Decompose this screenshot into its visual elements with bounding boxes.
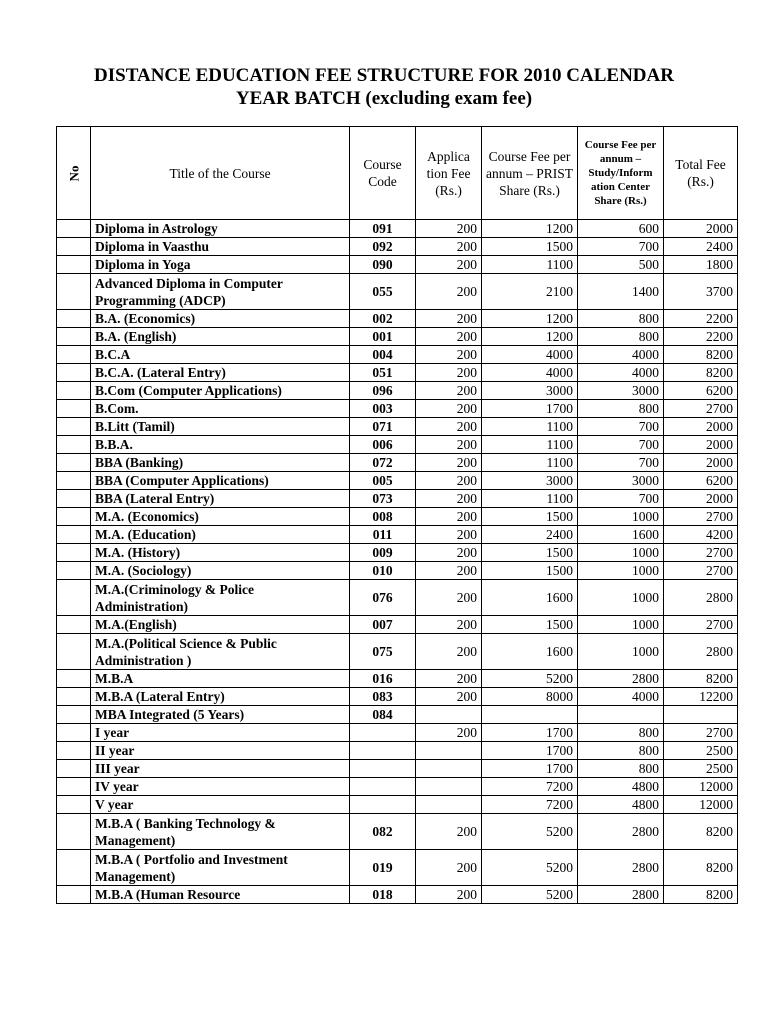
course-code-cell: 051 bbox=[350, 364, 416, 382]
course-code-cell: 075 bbox=[350, 634, 416, 670]
table-row bbox=[57, 472, 738, 490]
total-fee-cell: 2200 bbox=[664, 328, 738, 346]
prist-share-cell: 2400 bbox=[482, 526, 578, 544]
center-share-cell: 800 bbox=[578, 724, 664, 742]
row-no-cell bbox=[57, 688, 91, 706]
application-fee-cell: 200 bbox=[416, 364, 482, 382]
table-body bbox=[57, 220, 738, 904]
prist-share-cell: 1500 bbox=[482, 508, 578, 526]
row-no-cell bbox=[57, 544, 91, 562]
prist-share-cell: 5200 bbox=[482, 886, 578, 904]
course-code-cell: 002 bbox=[350, 310, 416, 328]
course-title-cell: Advanced Diploma in Computer Programming (ADCP) bbox=[91, 274, 350, 310]
course-title-cell: M.A. (Education) bbox=[91, 526, 350, 544]
course-title-cell: B.A. (English) bbox=[91, 328, 350, 346]
center-share-cell bbox=[578, 706, 664, 724]
center-share-cell: 700 bbox=[578, 418, 664, 436]
row-no-cell bbox=[57, 472, 91, 490]
table-row bbox=[57, 364, 738, 382]
table-row bbox=[57, 796, 738, 814]
total-fee-cell: 2500 bbox=[664, 760, 738, 778]
total-fee-cell: 8200 bbox=[664, 814, 738, 850]
table-row bbox=[57, 508, 738, 526]
total-fee-cell: 2700 bbox=[664, 544, 738, 562]
course-title-cell: III year bbox=[91, 760, 350, 778]
total-fee-cell: 1800 bbox=[664, 256, 738, 274]
row-no-cell bbox=[57, 346, 91, 364]
course-title-cell: M.A.(English) bbox=[91, 616, 350, 634]
course-code-cell: 071 bbox=[350, 418, 416, 436]
header-prist-share: Course Fee per annum – PRIST Share (Rs.) bbox=[482, 127, 578, 220]
prist-share-cell: 3000 bbox=[482, 472, 578, 490]
row-no-cell bbox=[57, 418, 91, 436]
table-row bbox=[57, 418, 738, 436]
total-fee-cell: 2700 bbox=[664, 562, 738, 580]
total-fee-cell: 2200 bbox=[664, 310, 738, 328]
application-fee-cell: 200 bbox=[416, 490, 482, 508]
prist-share-cell: 1200 bbox=[482, 310, 578, 328]
course-title-cell: IV year bbox=[91, 778, 350, 796]
table-row bbox=[57, 400, 738, 418]
total-fee-cell: 2000 bbox=[664, 220, 738, 238]
course-code-cell: 096 bbox=[350, 382, 416, 400]
table-row bbox=[57, 436, 738, 454]
total-fee-cell: 2700 bbox=[664, 724, 738, 742]
header-application-fee: Applica tion Fee (Rs.) bbox=[416, 127, 482, 220]
application-fee-cell: 200 bbox=[416, 220, 482, 238]
table-row bbox=[57, 382, 738, 400]
application-fee-cell: 200 bbox=[416, 562, 482, 580]
header-no: No bbox=[57, 127, 91, 220]
application-fee-cell bbox=[416, 796, 482, 814]
center-share-cell: 1600 bbox=[578, 526, 664, 544]
application-fee-cell: 200 bbox=[416, 418, 482, 436]
total-fee-cell: 2000 bbox=[664, 418, 738, 436]
course-title-cell: Diploma in Yoga bbox=[91, 256, 350, 274]
row-no-cell bbox=[57, 634, 91, 670]
course-title-cell: B.C.A. (Lateral Entry) bbox=[91, 364, 350, 382]
course-title-cell: B.Com. bbox=[91, 400, 350, 418]
row-no-cell bbox=[57, 742, 91, 760]
course-code-cell bbox=[350, 742, 416, 760]
course-code-cell: 083 bbox=[350, 688, 416, 706]
row-no-cell bbox=[57, 778, 91, 796]
course-code-cell: 003 bbox=[350, 400, 416, 418]
row-no-cell bbox=[57, 616, 91, 634]
course-title-cell: B.B.A. bbox=[91, 436, 350, 454]
prist-share-cell: 1200 bbox=[482, 328, 578, 346]
table-row bbox=[57, 454, 738, 472]
application-fee-cell: 200 bbox=[416, 454, 482, 472]
application-fee-cell: 200 bbox=[416, 346, 482, 364]
course-code-cell bbox=[350, 778, 416, 796]
table-row bbox=[57, 760, 738, 778]
row-no-cell bbox=[57, 508, 91, 526]
table-row bbox=[57, 814, 738, 850]
course-title-cell: B.C.A bbox=[91, 346, 350, 364]
prist-share-cell: 4000 bbox=[482, 346, 578, 364]
prist-share-cell: 2100 bbox=[482, 274, 578, 310]
center-share-cell: 3000 bbox=[578, 472, 664, 490]
header-center-share: Course Fee per annum – Study/Inform ation Center Share (Rs.) bbox=[578, 127, 664, 220]
course-title-cell: V year bbox=[91, 796, 350, 814]
fee-structure-table bbox=[56, 126, 738, 904]
center-share-cell: 2800 bbox=[578, 670, 664, 688]
application-fee-cell: 200 bbox=[416, 616, 482, 634]
prist-share-cell: 1600 bbox=[482, 580, 578, 616]
course-code-cell: 001 bbox=[350, 328, 416, 346]
row-no-cell bbox=[57, 364, 91, 382]
row-no-cell bbox=[57, 436, 91, 454]
table-row bbox=[57, 724, 738, 742]
application-fee-cell: 200 bbox=[416, 814, 482, 850]
prist-share-cell: 1700 bbox=[482, 742, 578, 760]
center-share-cell: 3000 bbox=[578, 382, 664, 400]
total-fee-cell: 2000 bbox=[664, 454, 738, 472]
table-row bbox=[57, 850, 738, 886]
row-no-cell bbox=[57, 760, 91, 778]
center-share-cell: 800 bbox=[578, 328, 664, 346]
page-title-line-1: DISTANCE EDUCATION FEE STRUCTURE FOR 2010 CALENDAR bbox=[94, 65, 674, 86]
prist-share-cell: 1500 bbox=[482, 616, 578, 634]
prist-share-cell: 1500 bbox=[482, 544, 578, 562]
total-fee-cell: 6200 bbox=[664, 382, 738, 400]
course-code-cell: 005 bbox=[350, 472, 416, 490]
center-share-cell: 1000 bbox=[578, 634, 664, 670]
course-code-cell: 091 bbox=[350, 220, 416, 238]
page-title-line-2: YEAR BATCH (excluding exam fee) bbox=[235, 88, 533, 109]
prist-share-cell: 5200 bbox=[482, 850, 578, 886]
table-row bbox=[57, 238, 738, 256]
total-fee-cell: 8200 bbox=[664, 850, 738, 886]
application-fee-cell: 200 bbox=[416, 436, 482, 454]
table-row bbox=[57, 310, 738, 328]
course-code-cell: 008 bbox=[350, 508, 416, 526]
course-title-cell: B.A. (Economics) bbox=[91, 310, 350, 328]
center-share-cell: 1000 bbox=[578, 508, 664, 526]
course-title-cell: M.B.A ( Portfolio and Investment Management) bbox=[91, 850, 350, 886]
table-row bbox=[57, 526, 738, 544]
table-row bbox=[57, 274, 738, 310]
center-share-cell: 1000 bbox=[578, 616, 664, 634]
course-title-cell: M.B.A (Lateral Entry) bbox=[91, 688, 350, 706]
course-title-cell: B.Litt (Tamil) bbox=[91, 418, 350, 436]
center-share-cell: 4800 bbox=[578, 778, 664, 796]
table-row bbox=[57, 220, 738, 238]
prist-share-cell: 8000 bbox=[482, 688, 578, 706]
application-fee-cell bbox=[416, 778, 482, 796]
row-no-cell bbox=[57, 490, 91, 508]
prist-share-cell: 1700 bbox=[482, 724, 578, 742]
total-fee-cell: 8200 bbox=[664, 346, 738, 364]
total-fee-cell: 8200 bbox=[664, 886, 738, 904]
total-fee-cell: 2500 bbox=[664, 742, 738, 760]
table-row bbox=[57, 670, 738, 688]
center-share-cell: 800 bbox=[578, 742, 664, 760]
course-title-cell: M.B.A ( Banking Technology & Management) bbox=[91, 814, 350, 850]
table-row bbox=[57, 346, 738, 364]
prist-share-cell: 1100 bbox=[482, 418, 578, 436]
row-no-cell bbox=[57, 706, 91, 724]
center-share-cell: 600 bbox=[578, 220, 664, 238]
header-course-code: Course Code bbox=[350, 127, 416, 220]
center-share-cell: 4000 bbox=[578, 688, 664, 706]
table-row bbox=[57, 886, 738, 904]
row-no-cell bbox=[57, 796, 91, 814]
course-code-cell: 076 bbox=[350, 580, 416, 616]
total-fee-cell: 12200 bbox=[664, 688, 738, 706]
application-fee-cell: 200 bbox=[416, 310, 482, 328]
course-title-cell: M.B.A bbox=[91, 670, 350, 688]
row-no-cell bbox=[57, 310, 91, 328]
table-row bbox=[57, 256, 738, 274]
prist-share-cell: 1500 bbox=[482, 562, 578, 580]
row-no-cell bbox=[57, 454, 91, 472]
course-title-cell: Diploma in Astrology bbox=[91, 220, 350, 238]
row-no-cell bbox=[57, 328, 91, 346]
prist-share-cell: 1100 bbox=[482, 454, 578, 472]
prist-share-cell: 1700 bbox=[482, 760, 578, 778]
prist-share-cell: 1700 bbox=[482, 400, 578, 418]
course-code-cell: 090 bbox=[350, 256, 416, 274]
prist-share-cell: 1500 bbox=[482, 238, 578, 256]
row-no-cell bbox=[57, 850, 91, 886]
row-no-cell bbox=[57, 562, 91, 580]
table-row bbox=[57, 706, 738, 724]
application-fee-cell: 200 bbox=[416, 850, 482, 886]
course-code-cell: 072 bbox=[350, 454, 416, 472]
center-share-cell: 1000 bbox=[578, 580, 664, 616]
total-fee-cell: 2700 bbox=[664, 400, 738, 418]
total-fee-cell: 2000 bbox=[664, 490, 738, 508]
center-share-cell: 700 bbox=[578, 490, 664, 508]
prist-share-cell: 7200 bbox=[482, 796, 578, 814]
table-row bbox=[57, 328, 738, 346]
application-fee-cell: 200 bbox=[416, 472, 482, 490]
center-share-cell: 700 bbox=[578, 436, 664, 454]
course-code-cell: 010 bbox=[350, 562, 416, 580]
course-title-cell: MBA Integrated (5 Years) bbox=[91, 706, 350, 724]
course-title-cell: I year bbox=[91, 724, 350, 742]
application-fee-cell: 200 bbox=[416, 670, 482, 688]
total-fee-cell: 8200 bbox=[664, 364, 738, 382]
course-code-cell bbox=[350, 724, 416, 742]
application-fee-cell: 200 bbox=[416, 256, 482, 274]
course-code-cell: 092 bbox=[350, 238, 416, 256]
prist-share-cell: 1100 bbox=[482, 490, 578, 508]
row-no-cell bbox=[57, 400, 91, 418]
application-fee-cell: 200 bbox=[416, 508, 482, 526]
row-no-cell bbox=[57, 526, 91, 544]
application-fee-cell: 200 bbox=[416, 382, 482, 400]
prist-share-cell: 1100 bbox=[482, 436, 578, 454]
application-fee-cell: 200 bbox=[416, 328, 482, 346]
course-code-cell bbox=[350, 796, 416, 814]
header-total-fee: Total Fee (Rs.) bbox=[664, 127, 738, 220]
course-code-cell: 055 bbox=[350, 274, 416, 310]
course-title-cell: M.A.(Criminology & Police Administration) bbox=[91, 580, 350, 616]
table-row bbox=[57, 544, 738, 562]
row-no-cell bbox=[57, 256, 91, 274]
center-share-cell: 1000 bbox=[578, 544, 664, 562]
row-no-cell bbox=[57, 238, 91, 256]
application-fee-cell: 200 bbox=[416, 886, 482, 904]
total-fee-cell: 6200 bbox=[664, 472, 738, 490]
prist-share-cell: 1200 bbox=[482, 220, 578, 238]
table-header-row bbox=[57, 127, 738, 220]
course-title-cell: BBA (Banking) bbox=[91, 454, 350, 472]
application-fee-cell: 200 bbox=[416, 580, 482, 616]
course-code-cell: 009 bbox=[350, 544, 416, 562]
application-fee-cell: 200 bbox=[416, 634, 482, 670]
row-no-cell bbox=[57, 724, 91, 742]
course-code-cell: 007 bbox=[350, 616, 416, 634]
course-code-cell: 084 bbox=[350, 706, 416, 724]
course-code-cell: 006 bbox=[350, 436, 416, 454]
application-fee-cell bbox=[416, 742, 482, 760]
row-no-cell bbox=[57, 220, 91, 238]
total-fee-cell: 2800 bbox=[664, 634, 738, 670]
course-title-cell: II year bbox=[91, 742, 350, 760]
table-row bbox=[57, 616, 738, 634]
course-title-cell: M.A.(Political Science & Public Administration ) bbox=[91, 634, 350, 670]
header-title: Title of the Course bbox=[91, 127, 350, 220]
center-share-cell: 700 bbox=[578, 238, 664, 256]
row-no-cell bbox=[57, 814, 91, 850]
course-title-cell: Diploma in Vaasthu bbox=[91, 238, 350, 256]
prist-share-cell: 7200 bbox=[482, 778, 578, 796]
course-title-cell: BBA (Lateral Entry) bbox=[91, 490, 350, 508]
prist-share-cell: 4000 bbox=[482, 364, 578, 382]
center-share-cell: 500 bbox=[578, 256, 664, 274]
application-fee-cell: 200 bbox=[416, 544, 482, 562]
row-no-cell bbox=[57, 580, 91, 616]
table-row bbox=[57, 742, 738, 760]
total-fee-cell: 2700 bbox=[664, 508, 738, 526]
table-row bbox=[57, 634, 738, 670]
prist-share-cell: 1600 bbox=[482, 634, 578, 670]
course-title-cell: M.A. (Sociology) bbox=[91, 562, 350, 580]
center-share-cell: 4800 bbox=[578, 796, 664, 814]
total-fee-cell bbox=[664, 706, 738, 724]
total-fee-cell: 2700 bbox=[664, 616, 738, 634]
row-no-cell bbox=[57, 274, 91, 310]
course-code-cell: 073 bbox=[350, 490, 416, 508]
application-fee-cell: 200 bbox=[416, 238, 482, 256]
row-no-cell bbox=[57, 670, 91, 688]
application-fee-cell: 200 bbox=[416, 400, 482, 418]
course-code-cell bbox=[350, 760, 416, 778]
course-title-cell: M.B.A (Human Resource bbox=[91, 886, 350, 904]
total-fee-cell: 12000 bbox=[664, 778, 738, 796]
center-share-cell: 800 bbox=[578, 310, 664, 328]
table-row bbox=[57, 688, 738, 706]
application-fee-cell: 200 bbox=[416, 688, 482, 706]
center-share-cell: 800 bbox=[578, 400, 664, 418]
prist-share-cell: 5200 bbox=[482, 670, 578, 688]
center-share-cell: 4000 bbox=[578, 346, 664, 364]
application-fee-cell bbox=[416, 760, 482, 778]
prist-share-cell: 1100 bbox=[482, 256, 578, 274]
center-share-cell: 2800 bbox=[578, 850, 664, 886]
application-fee-cell: 200 bbox=[416, 274, 482, 310]
page-title bbox=[0, 64, 768, 110]
table-row bbox=[57, 490, 738, 508]
center-share-cell: 2800 bbox=[578, 814, 664, 850]
application-fee-cell bbox=[416, 706, 482, 724]
course-code-cell: 082 bbox=[350, 814, 416, 850]
table-row bbox=[57, 580, 738, 616]
total-fee-cell: 2000 bbox=[664, 436, 738, 454]
application-fee-cell: 200 bbox=[416, 724, 482, 742]
center-share-cell: 4000 bbox=[578, 364, 664, 382]
center-share-cell: 700 bbox=[578, 454, 664, 472]
course-code-cell: 004 bbox=[350, 346, 416, 364]
total-fee-cell: 3700 bbox=[664, 274, 738, 310]
table-row bbox=[57, 778, 738, 796]
course-title-cell: BBA (Computer Applications) bbox=[91, 472, 350, 490]
prist-share-cell bbox=[482, 706, 578, 724]
application-fee-cell: 200 bbox=[416, 526, 482, 544]
total-fee-cell: 8200 bbox=[664, 670, 738, 688]
center-share-cell: 1400 bbox=[578, 274, 664, 310]
row-no-cell bbox=[57, 382, 91, 400]
course-title-cell: M.A. (History) bbox=[91, 544, 350, 562]
center-share-cell: 800 bbox=[578, 760, 664, 778]
center-share-cell: 1000 bbox=[578, 562, 664, 580]
course-code-cell: 019 bbox=[350, 850, 416, 886]
course-code-cell: 018 bbox=[350, 886, 416, 904]
total-fee-cell: 2400 bbox=[664, 238, 738, 256]
table-row bbox=[57, 562, 738, 580]
total-fee-cell: 4200 bbox=[664, 526, 738, 544]
row-no-cell bbox=[57, 886, 91, 904]
total-fee-cell: 2800 bbox=[664, 580, 738, 616]
course-code-cell: 016 bbox=[350, 670, 416, 688]
prist-share-cell: 3000 bbox=[482, 382, 578, 400]
course-code-cell: 011 bbox=[350, 526, 416, 544]
course-title-cell: B.Com (Computer Applications) bbox=[91, 382, 350, 400]
course-title-cell: M.A. (Economics) bbox=[91, 508, 350, 526]
total-fee-cell: 12000 bbox=[664, 796, 738, 814]
center-share-cell: 2800 bbox=[578, 886, 664, 904]
prist-share-cell: 5200 bbox=[482, 814, 578, 850]
